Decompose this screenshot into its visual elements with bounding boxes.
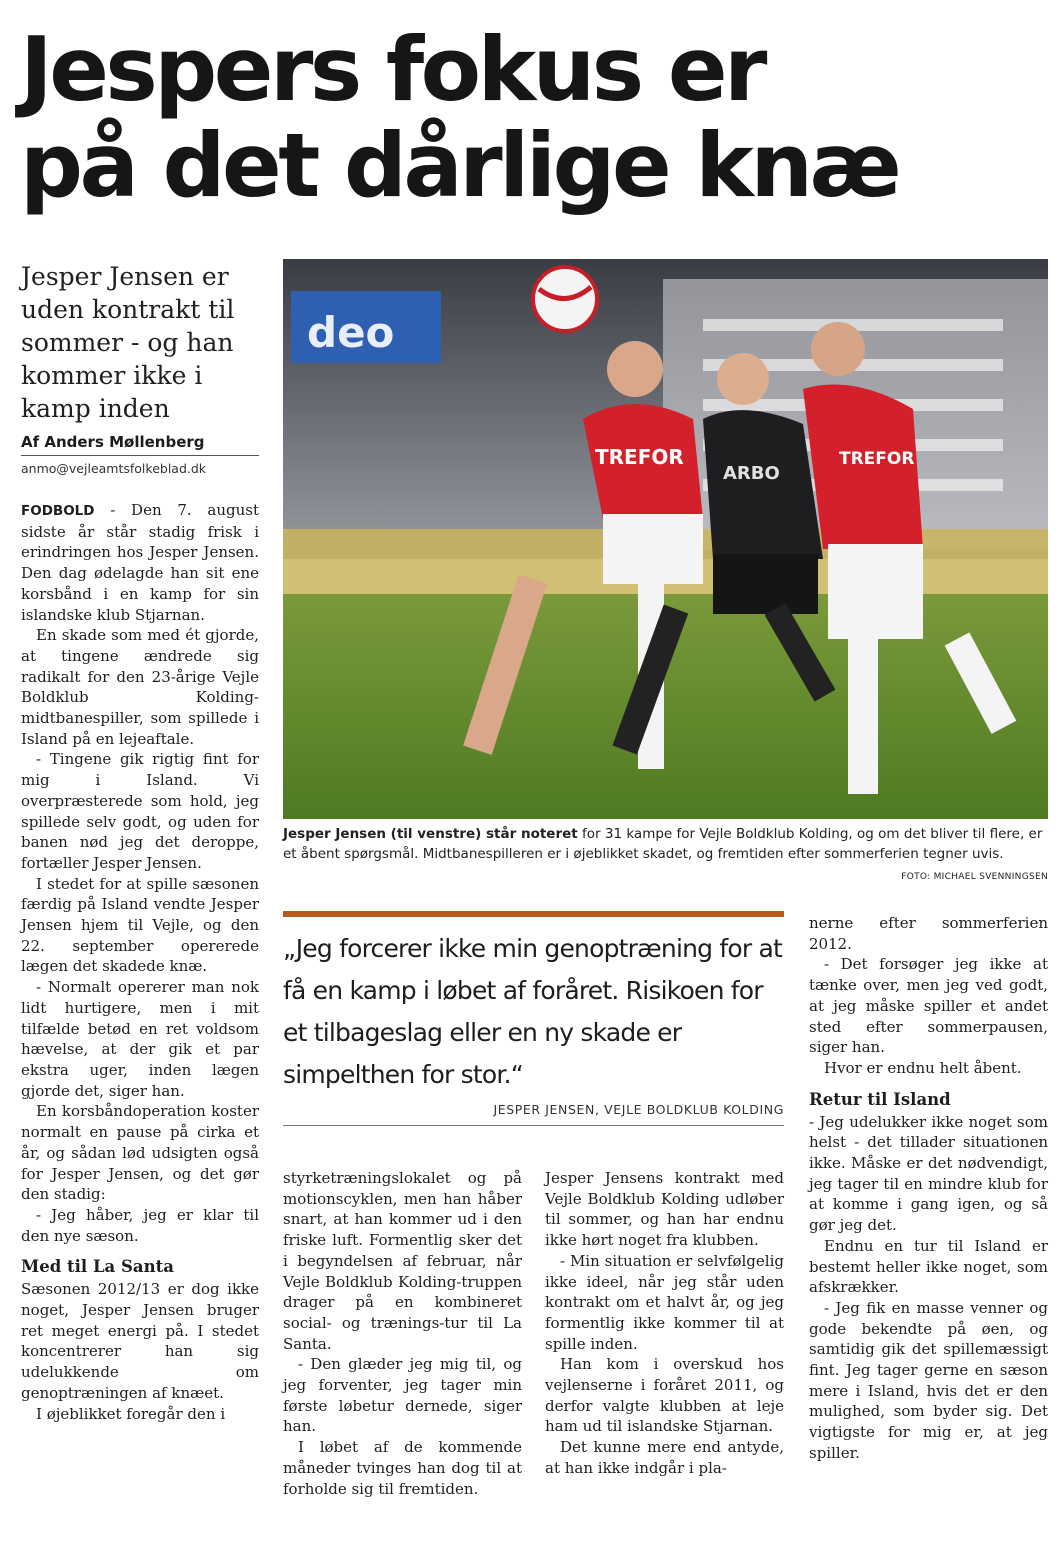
quote-rule [283,911,784,917]
pull-quote: „Jeg forcerer ikke min genoptræning for at få en kamp i løbet af foråret. Risikoen for et tilbageslag eller en ny skade er simpelthen for stor.“ [283,934,782,1089]
paragraph: - Normalt opererer man nok lidt hurtigere, men i mit tilfælde betød en ret voldsom hævelse, at der gik et par ekstra uger, inden lægen gjorde det, siger han. [21,978,259,1100]
paragraph: FODBOLD - Den 7. august sidste år står stadig frisk i erindringen hos Jesper Jensen. Den dag ødelagde han sit ene korsbånd i en kamp for sin islandske klub Stjarnan. [21,501,259,624]
paragraph: - Min situation er selvfølgelig ikke ideel, når jeg står uden kontrakt om et halvt år, og jeg formentlig ikke kommer til at spille inden. [545,1251,784,1353]
paragraph: - Det forsøger jeg ikke at tænke over, men jeg ved godt, at jeg måske spiller et andet sted efter sommerpausen, siger han. [809,955,1048,1057]
paragraph: Det kunne mere end antyde, at han ikke indgår i pla- [545,1438,784,1477]
paragraph: I øjeblikket foregår den i [36,1404,226,1423]
paragraph: - Tingene gik rigtig fint for mig i Island. Vi overpræsterede som hold, jeg spillede selv godt, og uden for banen nød jeg det deroppe, fortæller Jesper Jensen. [21,750,259,872]
quote-attribution: JESPER JENSEN, VEJLE BOLDKLUB KOLDING [493,1102,784,1117]
section-lead: FODBOLD [21,503,95,519]
photo-caption [283,824,1048,864]
paragraph: En korsbåndoperation koster normalt en pause på cirka et år, og sådan lød udsigten også for Jesper Jensen, og det gør den stadig: [21,1102,259,1204]
paragraph: I løbet af de kommende måneder tvinges han dog til at forholde sig til fremtiden. [283,1438,522,1498]
shirt-sponsor-1: TREFOR [595,445,684,469]
quote-divider [283,1125,784,1126]
headline-line-2: på det dårlige knæ [20,114,899,217]
paragraph: Hvor er endnu helt åbent. [824,1058,1022,1077]
stadium-board-text: deo [307,308,395,357]
caption-bold: Jesper Jensen (til venstre) står noteret [283,826,578,842]
column-1 [21,500,259,1424]
article-deck: Jesper Jensen er uden kontrakt til sommer - og han kommer ikke i kamp inden [21,262,235,423]
match-photo [283,259,1048,819]
subheading-retur-til-island: Retur til Island [809,1089,951,1109]
paragraph: En skade som med ét gjorde, at tingene ændrede sig radikalt for den 23-årige Vejle Boldklub Kolding-midtbanespiller, som spillede i Island på en lejeaftale. [21,626,259,748]
paragraph: I stedet for at spille sæsonen færdig på Island vendte Jesper Jensen hjem til Vejle, og den 22. september opererede lægen det skadede knæ. [21,874,259,976]
author-email[interactable]: anmo@vejleamtsfolkeblad.dk [21,461,207,476]
column-2 [283,1168,522,1499]
paragraph: Sæsonen 2012/13 er dog ikke noget, Jesper Jensen bruger ret meget energi på. I stedet koncentrerer han sig udelukkende om genoptræningen af knæet. [21,1280,259,1402]
headline-line-1: Jespers fokus er [20,18,764,121]
caption-text: for 31 kampe for Vejle Boldklub Kolding, og om det bliver til flere, er et åbent spørgsmål. Midtbanespilleren er i øjeblikket skadet, og fremtiden efter sommerferien tegner uvis. [283,826,1043,862]
column-4 [809,913,1048,1464]
byline: Af Anders Møllenberg [21,433,259,456]
paragraph: styrketræningslokalet og på motionscyklen, men han håber snart, at han kommer ud i den friske luft. Formentlig sker det i begyndelsen af februar, når Vejle Boldklub Kolding-truppen drager på en kombineret social- og trænings-tur til La Santa. [283,1169,522,1353]
paragraph: - Den glæder jeg mig til, og jeg forventer, jeg tager min første løbetur dernede, siger han. [283,1355,522,1436]
paragraph: Han kom i overskud hos vejlenserne i foråret 2011, og derfor valgte klubben at leje ham ud til islandske Stjarnan. [545,1355,784,1436]
headline [20,18,1050,217]
paragraph: - Jeg udelukker ikke noget som helst - det tillader situationen ikke. Måske er det nødvendigt, jeg tager til en mindre klub for at komme i gang igen, og så gør jeg det. [809,1112,1048,1235]
paragraph: - Jeg håber, jeg er klar til den nye sæson. [21,1205,259,1245]
paragraph: nerne efter sommerferien 2012. [809,914,1048,953]
subheading-la-santa: Med til La Santa [21,1257,174,1277]
column-3 [545,1168,784,1479]
photo-credit: FOTO: MICHAEL SVENNINGSEN [901,872,1048,882]
shirt-sponsor-2: ARBO [723,463,780,484]
paragraph: Jesper Jensens kontrakt med Vejle Boldklub Kolding udløber til sommer, og han har endnu ikke hørt noget fra klubben. [545,1169,784,1250]
svg-text:TREFOR: TREFOR [839,449,915,469]
paragraph: Endnu en tur til Island er bestemt heller ikke noget, som afskrækker. [809,1236,1048,1297]
paragraph: - Jeg fik en masse venner og gode bekendte på øen, og samtidig gik det spillemæssigt fint. Jeg tager gerne en sæson mere i Island, hvis det er den mulighed, som byder sig. Det vigtigste for mig er, at jeg spiller. [809,1298,1048,1462]
